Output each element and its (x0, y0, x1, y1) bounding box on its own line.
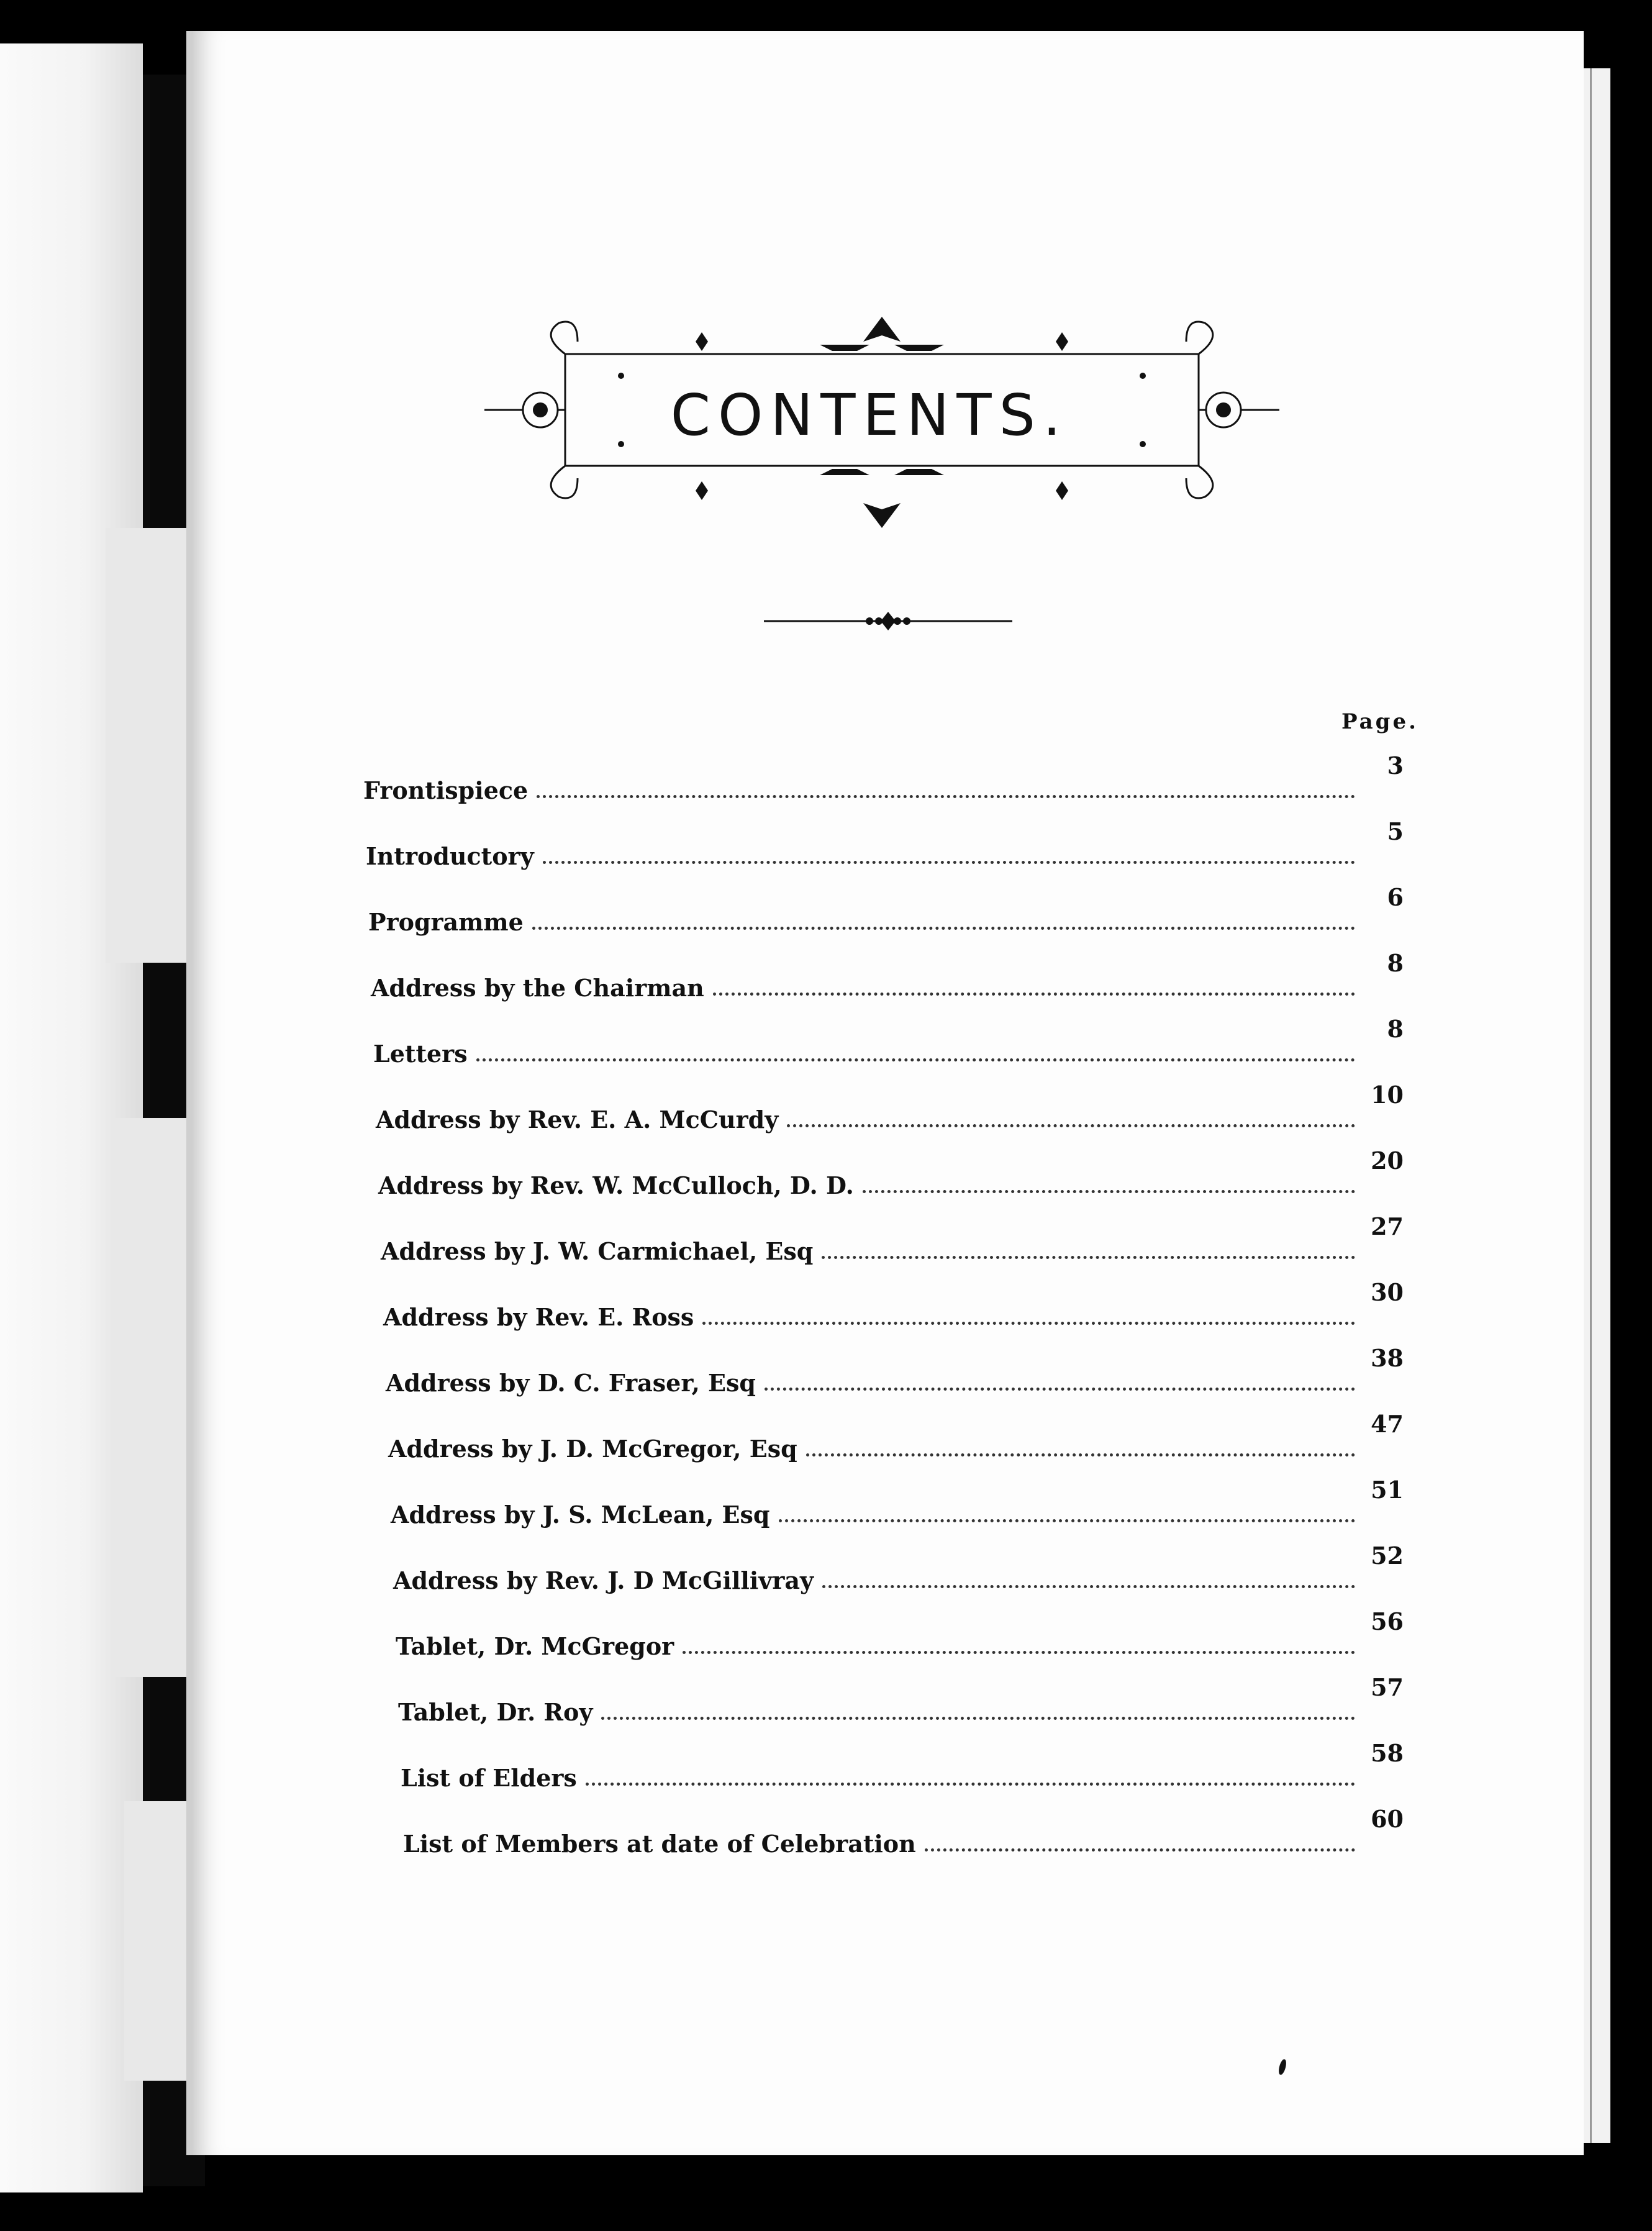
toc-entry (401, 1739, 1404, 1792)
toc-entry (393, 1542, 1404, 1594)
toc-entry-page-number: 56 (1371, 1607, 1404, 1635)
toc-entry-label: Address by Rev. W. McCulloch, D. D. (378, 1171, 854, 1199)
toc-entry (366, 817, 1404, 870)
toc-entry-label: Address by the Chairman (371, 974, 704, 1002)
toc-entry-label: Address by J. D. McGregor, Esq (388, 1435, 797, 1463)
toc-entry-page-number: 52 (1371, 1542, 1404, 1570)
toc-entry-label: Frontispiece (363, 776, 529, 804)
toc-leader-dots (537, 795, 1355, 798)
toc-entry-page-number: 5 (1387, 817, 1404, 845)
toc-entry-label: Letters (373, 1040, 468, 1068)
toc-entry (396, 1607, 1404, 1660)
toc-entry-label: List of Elders (401, 1764, 577, 1792)
toc-leader-dots (532, 927, 1355, 930)
toc-leader-dots (925, 1848, 1355, 1852)
page-column-header: Page. (1341, 709, 1418, 734)
toc-leader-dots (702, 1322, 1355, 1325)
toc-entry-label: Tablet, Dr. McGregor (396, 1632, 674, 1660)
toc-entry (376, 1081, 1404, 1134)
toc-entry (383, 1278, 1404, 1331)
toc-entry (363, 752, 1404, 804)
toc-entry-page-number: 57 (1371, 1673, 1404, 1701)
toc-entry-label: Address by Rev. J. D McGillivray (393, 1566, 814, 1594)
toc-leader-dots (806, 1453, 1355, 1456)
toc-entry-page-number: 8 (1387, 949, 1404, 977)
toc-entry-page-number: 27 (1371, 1212, 1404, 1240)
page-title: CONTENTS. (670, 382, 1069, 448)
toc-entry (388, 1410, 1404, 1463)
toc-entry-page-number: 3 (1387, 752, 1404, 779)
toc-entry-label: Address by J. W. Carmichael, Esq (381, 1237, 814, 1265)
toc-entry (386, 1344, 1404, 1397)
toc-entry (371, 949, 1404, 1002)
toc-entry-page-number: 51 (1371, 1476, 1404, 1504)
toc-entry-page-number: 10 (1371, 1081, 1404, 1109)
toc-entry-page-number: 60 (1371, 1805, 1404, 1833)
toc-leader-dots (822, 1256, 1355, 1259)
toc-leader-dots (765, 1388, 1355, 1391)
toc-entry-label: Address by Rev. E. A. McCurdy (376, 1106, 779, 1134)
toc-leader-dots (586, 1783, 1355, 1786)
toc-entry-label: Address by Rev. E. Ross (383, 1303, 694, 1331)
toc-leader-dots (863, 1190, 1355, 1193)
toc-entry-page-number: 6 (1387, 883, 1404, 911)
toc-entry-label: Introductory (366, 842, 534, 870)
toc-entry (373, 1015, 1404, 1068)
toc-entry-label: List of Members at date of Celebration (403, 1830, 916, 1858)
toc-entry-label: Address by D. C. Fraser, Esq (386, 1369, 756, 1397)
toc-entry-page-number: 8 (1387, 1015, 1404, 1043)
toc-leader-dots (713, 993, 1355, 996)
toc-entry (398, 1673, 1404, 1726)
toc-entry (381, 1212, 1404, 1265)
toc-leader-dots (601, 1717, 1355, 1720)
toc-leader-dots (476, 1058, 1355, 1061)
toc-leader-dots (787, 1124, 1355, 1127)
toc-entry-page-number: 20 (1371, 1147, 1404, 1175)
toc-leader-dots (683, 1651, 1355, 1654)
toc-leader-dots (822, 1585, 1355, 1588)
toc-entry (378, 1147, 1404, 1199)
toc-entry (368, 883, 1404, 936)
toc-entry-label: Address by J. S. McLean, Esq (391, 1501, 770, 1529)
toc-entry (403, 1805, 1404, 1858)
toc-leader-dots (543, 861, 1355, 864)
toc-entry-label: Tablet, Dr. Roy (398, 1698, 593, 1726)
toc-entry-label: Programme (368, 908, 524, 936)
toc-entry-page-number: 47 (1371, 1410, 1404, 1438)
toc-leader-dots (779, 1519, 1356, 1522)
toc-entry-page-number: 38 (1371, 1344, 1404, 1372)
toc-entry-page-number: 58 (1371, 1739, 1404, 1767)
toc-entry (391, 1476, 1404, 1529)
toc-entry-page-number: 30 (1371, 1278, 1404, 1306)
